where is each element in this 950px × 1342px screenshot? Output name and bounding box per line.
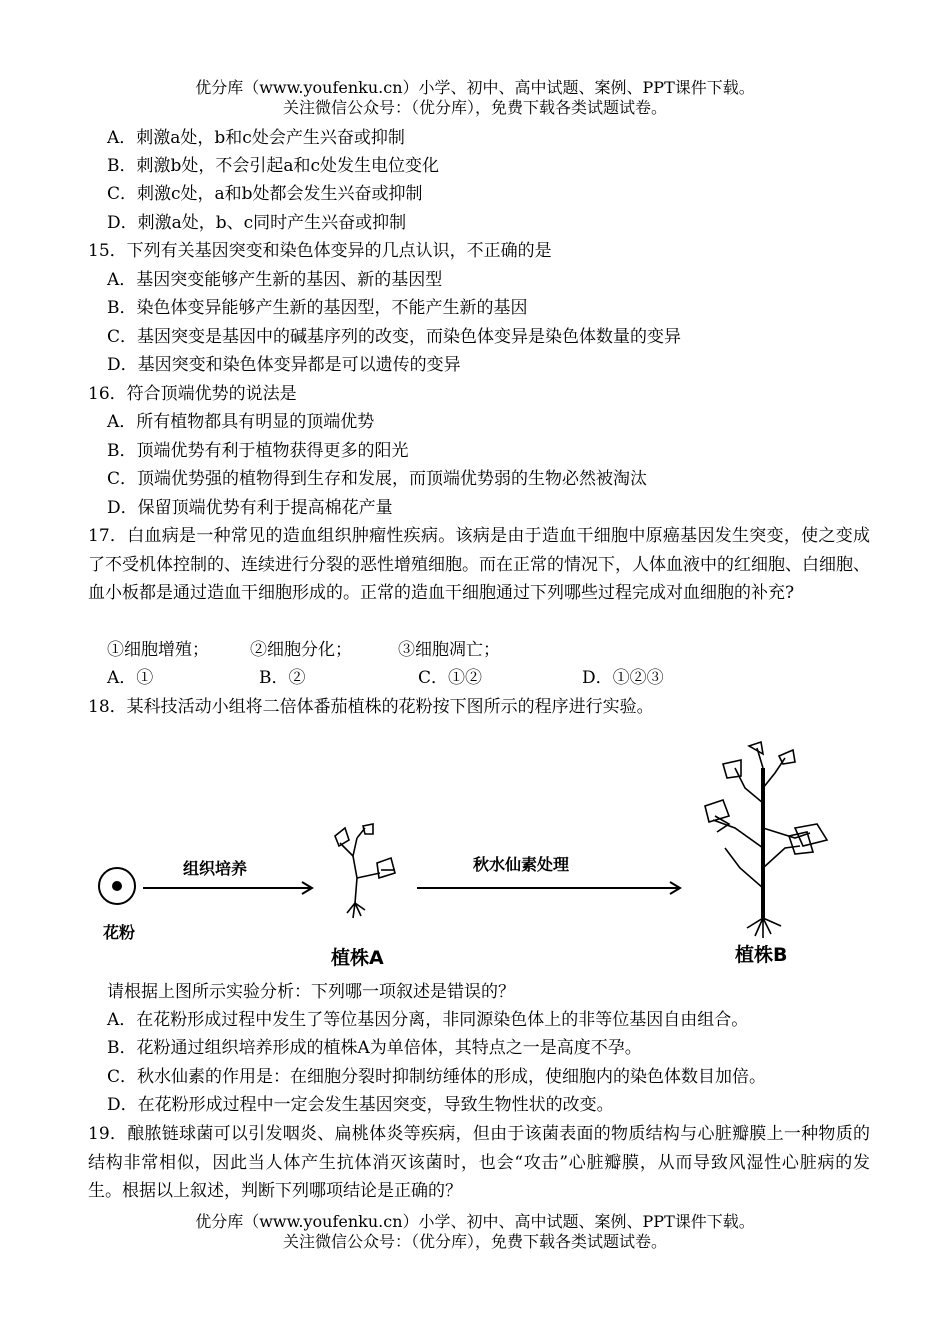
arrow-2 (417, 882, 680, 894)
plant-a-icon (335, 824, 395, 918)
q17-stem: 17．白血病是一种常见的造血组织肿瘤性疾病。该病是由于造血干细胞中原癌基因发生突变，使之变成了不受机体控制的、连续进行分裂的恶性增殖细胞。而在正常的情况下，人体血液中的红细胞、白细胞、血小板都是通过造血干细胞形成的。正常的造血干细胞通过下列哪些过程完成对血细胞的补充? (88, 526, 870, 603)
q15-option-c: C．基因突变是基因中的碱基序列的改变，而染色体变异是染色体数量的变异 (107, 327, 682, 347)
q14-option-a: A．刺激a处，b和c处会产生兴奋或抑制 (107, 128, 405, 148)
arrow-1 (143, 882, 312, 894)
q18-stem: 18．某科技活动小组将二倍体番茄植株的花粉按下图所示的程序进行实验。 (88, 697, 654, 717)
q15-option-b: B．染色体变异能够产生新的基因型，不能产生新的基因 (107, 298, 528, 318)
q18-option-a: A．在花粉形成过程中发生了等位基因分离，非同源染色体上的非等位基因自由组合。 (107, 1010, 749, 1030)
q16-option-d: D．保留顶端优势有利于提高棉花产量 (107, 498, 393, 518)
footer-line-1: 优分库（www.youfenku.cn）小学、初中、高中试题、案例、PPT课件下载。 (195, 1212, 755, 1231)
q17-choice-d: D．①②③ (582, 668, 664, 688)
q17-choice-b: B．② (259, 668, 306, 688)
q18-option-b: B．花粉通过组织培养形成的植株A为单倍体，其特点之一是高度不孕。 (107, 1038, 642, 1058)
header-line-1: 优分库（www.youfenku.cn）小学、初中、高中试题、案例、PPT课件下载。 (195, 78, 755, 97)
q16-stem: 16．符合顶端优势的说法是 (88, 384, 297, 404)
q17-choice-a: A．① (107, 668, 154, 688)
plant-b-icon (705, 742, 827, 938)
plant-b-label: 植株B (735, 944, 788, 966)
q17-item-1: ①细胞增殖； (107, 640, 209, 660)
q16-option-c: C．顶端优势强的植物得到生存和发展，而顶端优势弱的生物必然被淘汰 (107, 469, 648, 489)
q15-option-d: D．基因突变和染色体变异都是可以遗传的变异 (107, 355, 461, 375)
q17-choice-c: C．①② (418, 668, 483, 688)
plant-a-label: 植株A (331, 947, 384, 969)
q17-item-2: ②细胞分化； (250, 640, 352, 660)
q18-experiment-figure (95, 728, 845, 973)
q16-option-a: A．所有植物都具有明显的顶端优势 (107, 412, 375, 432)
q17-item-3: ③细胞凋亡； (398, 640, 500, 660)
arrow-2-label: 秋水仙素处理 (473, 855, 570, 874)
q14-option-c: C．刺激c处，a和b处都会发生兴奋或抑制 (107, 184, 423, 204)
q18-option-d: D．在花粉形成过程中一定会发生基因突变，导致生物性状的改变。 (107, 1095, 614, 1115)
pollen-label: 花粉 (103, 923, 136, 942)
footer-line-2: 关注微信公众号：（优分库），免费下载各类试题试卷。 (282, 1232, 667, 1251)
q19-stem: 19．酿脓链球菌可以引发咽炎、扁桃体炎等疾病，但由于该菌表面的物质结构与心脏瓣膜上一种物质的结构非常相似，因此当人体产生抗体消灭该菌时，也会“攻击”心脏瓣膜，从而导致风湿性心脏病的发生。根据以上叙述，判断下列哪项结论是正确的？ (88, 1124, 870, 1201)
q18-option-c: C．秋水仙素的作用是：在细胞分裂时抑制纺缍体的形成，使细胞内的染色体数目加倍。 (107, 1067, 767, 1087)
pollen-grain-icon (99, 868, 135, 904)
q16-option-b: B．顶端优势有利于植物获得更多的阳光 (107, 441, 409, 461)
q14-option-d: D．刺激a处，b、c同时产生兴奋或抑制 (107, 213, 407, 233)
header-line-2: 关注微信公众号：（优分库），免费下载各类试题试卷。 (282, 98, 667, 117)
arrow-1-label: 组织培养 (183, 859, 248, 878)
q14-option-b: B．刺激b处，不会引起a和c处发生电位变化 (107, 156, 440, 176)
q15-stem: 15．下列有关基因突变和染色体变异的几点认识，不正确的是 (88, 241, 552, 261)
q18-question: 请根据上图所示实验分析：下列哪一项叙述是错误的？ (107, 982, 515, 1002)
q15-option-a: A．基因突变能够产生新的基因、新的基因型 (107, 270, 443, 290)
